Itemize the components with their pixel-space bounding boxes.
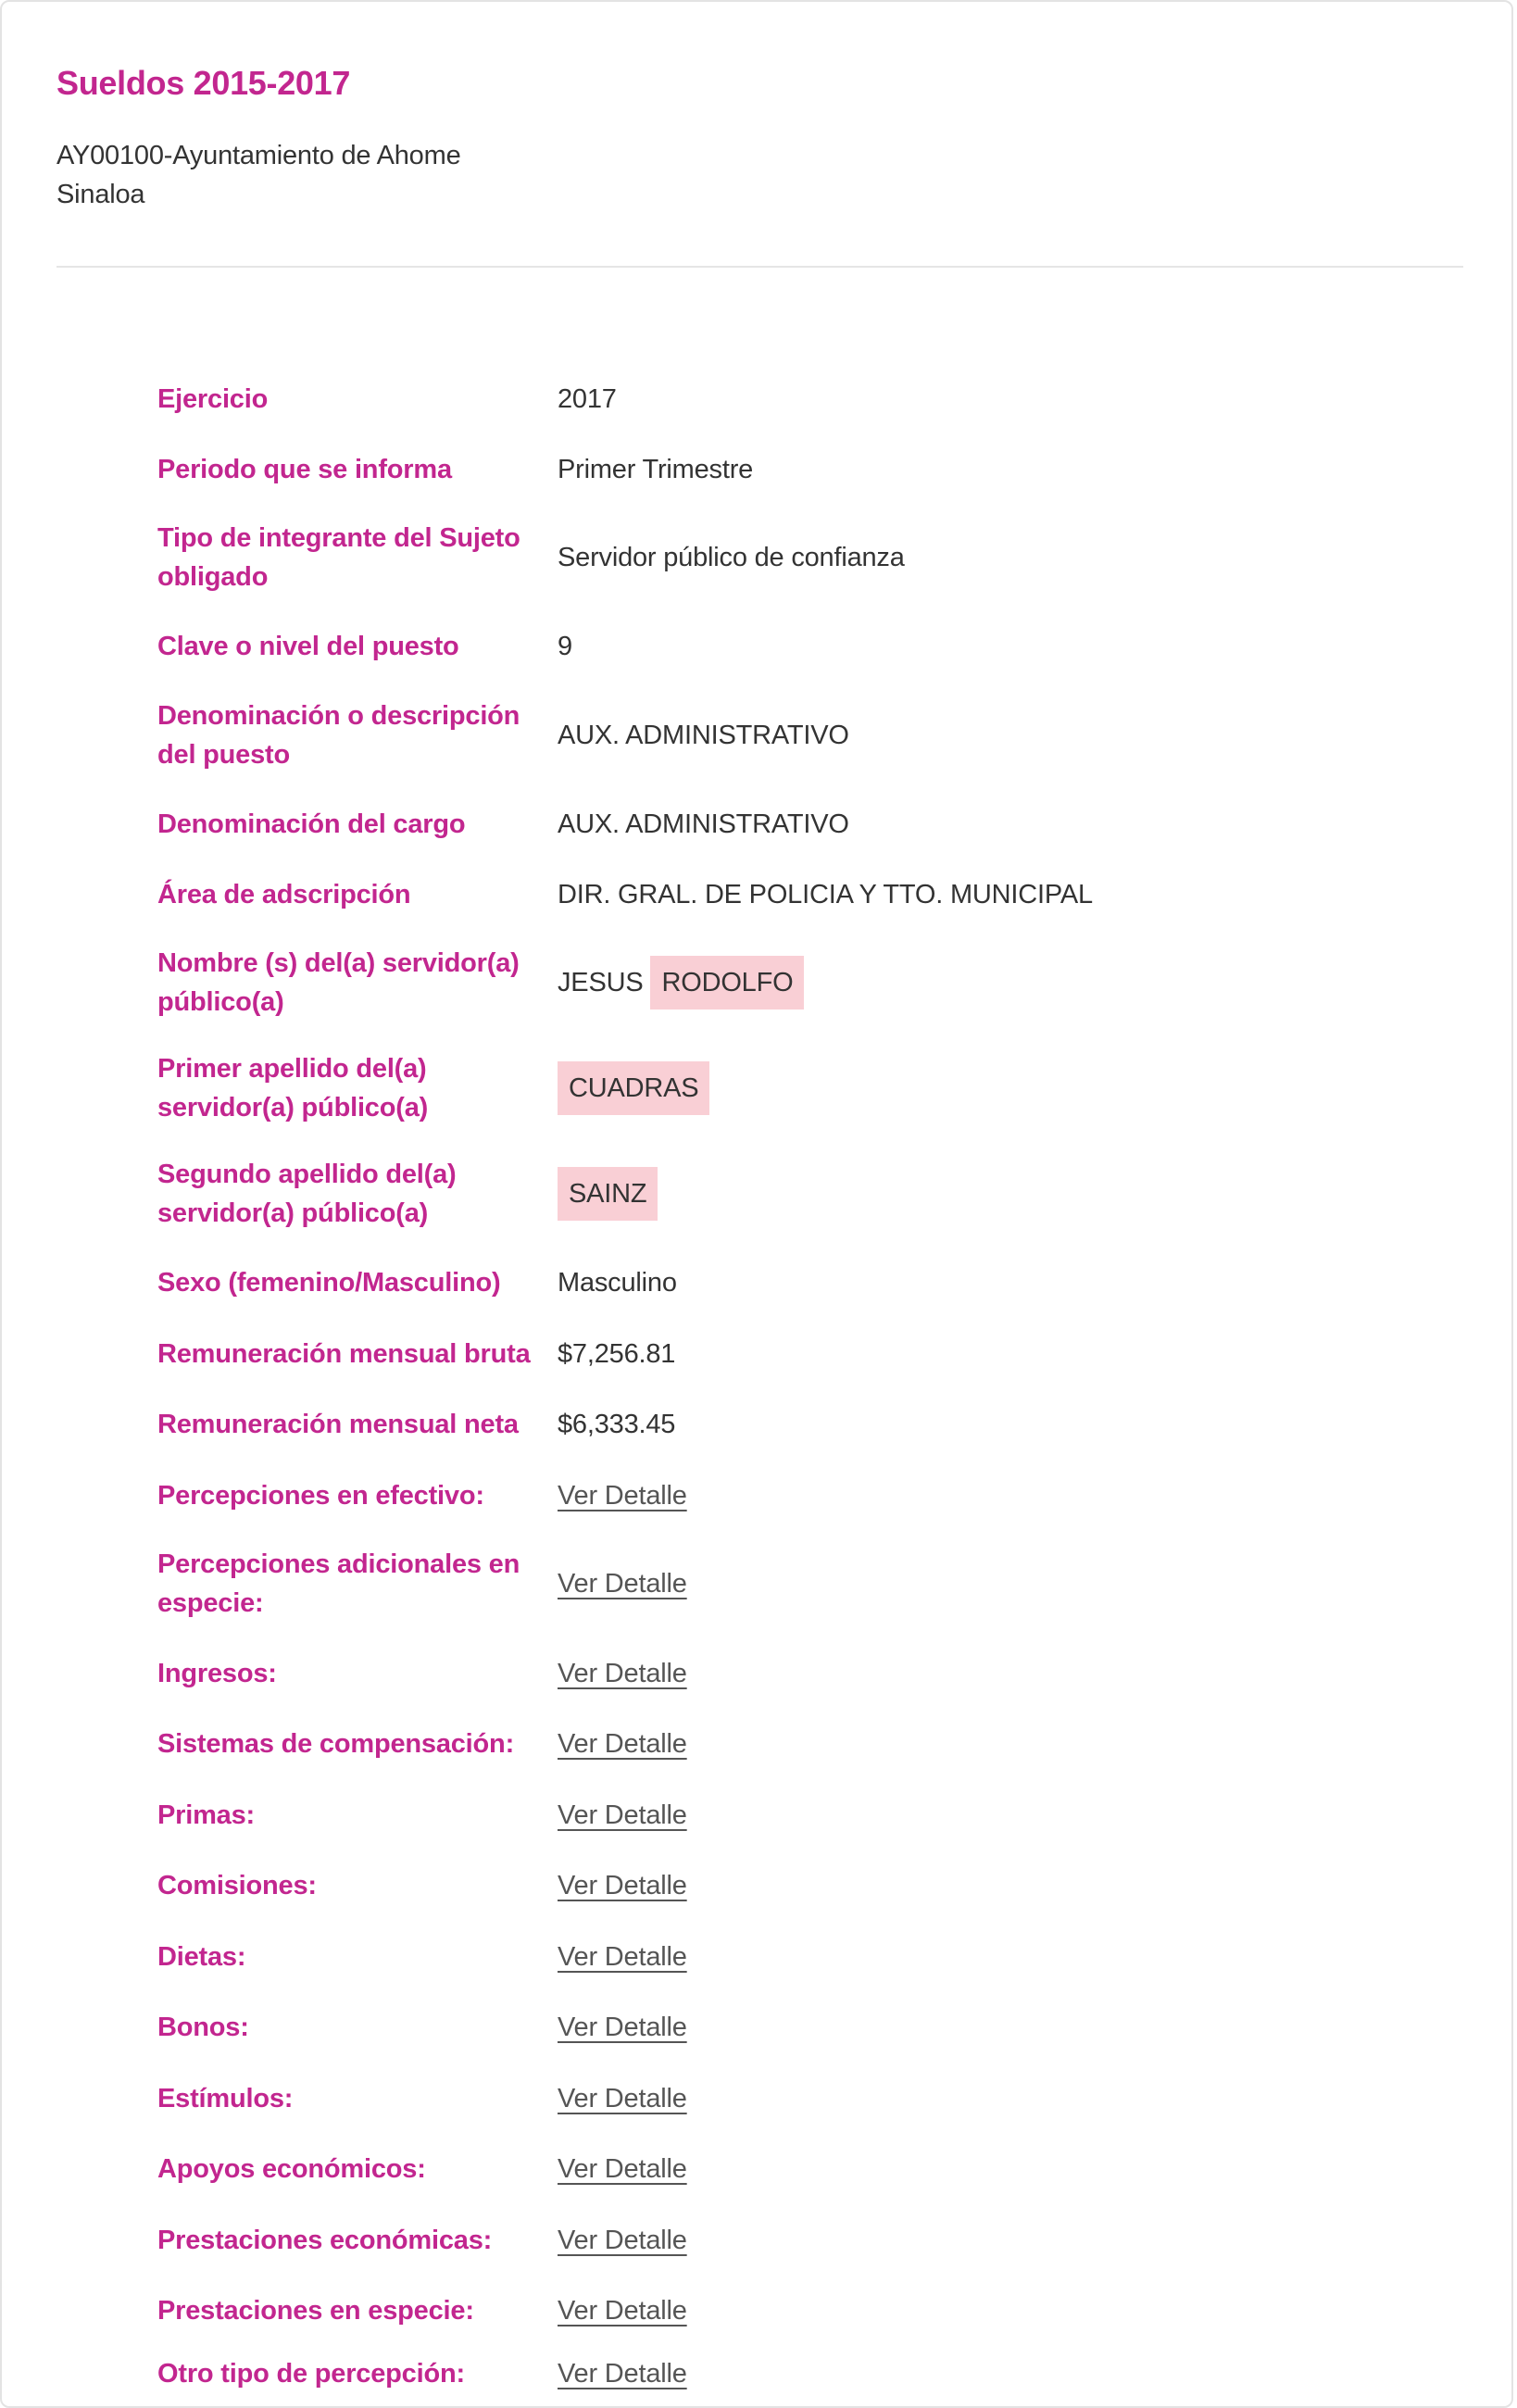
row-estimulos	[157, 2079, 1454, 2118]
field-value: DIR. GRAL. DE POLICIA Y TTO. MUNICIPAL	[558, 880, 1093, 909]
page-title: Sueldos 2015-2017	[56, 64, 351, 102]
label-line: Percepciones adicionales en	[157, 1549, 520, 1579]
row-sistemas-compensacion	[157, 1724, 1454, 1763]
label-line: servidor(a) público(a)	[157, 1093, 429, 1122]
field-value: Servidor público de confianza	[558, 543, 905, 572]
name-highlight: RODOLFO	[650, 956, 804, 1010]
row-dietas	[157, 1938, 1454, 1976]
label-line: del puesto	[157, 740, 291, 770]
label-line: Denominación o descripción	[157, 701, 520, 731]
field-value	[558, 1061, 709, 1115]
field-value: AUX. ADMINISTRATIVO	[558, 721, 849, 750]
field-value: $7,256.81	[558, 1339, 676, 1369]
ver-detalle-link[interactable]: Ver Detalle	[558, 2154, 687, 2184]
field-label: Apoyos económicos:	[157, 2154, 426, 2184]
label-line: Tipo de integrante del Sujeto	[157, 523, 520, 553]
field-label: Ingresos:	[157, 1659, 277, 1688]
row-primas	[157, 1796, 1454, 1835]
field-label: Otro tipo de percepción:	[157, 2359, 465, 2389]
field-label: Dietas:	[157, 1942, 246, 1972]
row-clave-nivel	[157, 627, 1454, 666]
entity-info	[56, 136, 461, 214]
field-label: Clave o nivel del puesto	[157, 632, 459, 661]
field-label	[157, 1545, 558, 1623]
field-value: Primer Trimestre	[558, 455, 754, 484]
field-label: Estímulos:	[157, 2084, 294, 2113]
row-periodo	[157, 450, 1454, 489]
ver-detalle-link[interactable]: Ver Detalle	[558, 1729, 687, 1759]
name-plain: JESUS	[558, 968, 644, 997]
label-line: obligado	[157, 562, 269, 592]
row-comisiones	[157, 1866, 1454, 1905]
row-segundo-apellido	[157, 1155, 1454, 1233]
surname-highlight: SAINZ	[558, 1167, 658, 1221]
row-denominacion-cargo	[157, 805, 1454, 844]
row-primer-apellido	[157, 1049, 1454, 1127]
row-percepciones-efectivo	[157, 1476, 1454, 1515]
row-remuneracion-neta	[157, 1405, 1454, 1444]
field-label	[157, 519, 558, 596]
field-label	[157, 1049, 558, 1127]
field-label	[157, 1155, 558, 1233]
ver-detalle-link[interactable]: Ver Detalle	[558, 1942, 687, 1972]
field-value: 9	[558, 632, 572, 661]
label-line: Nombre (s) del(a) servidor(a)	[157, 948, 520, 978]
row-otro-tipo-percepcion	[157, 2354, 1454, 2393]
row-ejercicio	[157, 380, 1454, 419]
label-line: Segundo apellido del(a)	[157, 1160, 457, 1189]
field-label: Prestaciones económicas:	[157, 2226, 493, 2255]
field-value: 2017	[558, 384, 617, 414]
ver-detalle-link[interactable]: Ver Detalle	[558, 1569, 687, 1599]
row-percepciones-especie	[157, 1545, 1454, 1623]
field-label: Ejercicio	[157, 384, 269, 414]
field-label: Percepciones en efectivo:	[157, 1481, 484, 1511]
entity-name: AY00100-Ayuntamiento de Ahome	[56, 141, 461, 170]
field-label: Sistemas de compensación:	[157, 1729, 515, 1759]
row-prestaciones-especie	[157, 2291, 1454, 2330]
row-bonos	[157, 2008, 1454, 2047]
header-divider	[56, 266, 1463, 268]
field-label: Periodo que se informa	[157, 455, 452, 484]
ver-detalle-link[interactable]: Ver Detalle	[558, 2013, 687, 2042]
field-value: $6,333.45	[558, 1410, 676, 1439]
field-value	[558, 1167, 658, 1221]
label-line: público(a)	[157, 987, 284, 1017]
field-label: Primas:	[157, 1800, 255, 1830]
row-apoyos-economicos	[157, 2150, 1454, 2189]
field-label: Bonos:	[157, 2013, 249, 2042]
field-label: Sexo (femenino/Masculino)	[157, 1268, 501, 1298]
row-prestaciones-economicas	[157, 2221, 1454, 2260]
ver-detalle-link[interactable]: Ver Detalle	[558, 2226, 687, 2255]
field-label: Remuneración mensual bruta	[157, 1339, 531, 1369]
field-label: Área de adscripción	[157, 880, 411, 909]
surname-highlight: CUADRAS	[558, 1061, 709, 1115]
field-label: Comisiones:	[157, 1871, 317, 1900]
field-label: Denominación del cargo	[157, 809, 466, 839]
row-remuneracion-bruta	[157, 1335, 1454, 1373]
ver-detalle-link[interactable]: Ver Detalle	[558, 2296, 687, 2326]
field-label	[157, 944, 558, 1022]
label-line: Primer apellido del(a)	[157, 1054, 427, 1084]
label-line: especie:	[157, 1588, 264, 1618]
row-nombre	[157, 944, 1454, 1022]
ver-detalle-link[interactable]: Ver Detalle	[558, 2084, 687, 2113]
entity-state: Sinaloa	[56, 180, 145, 209]
ver-detalle-link[interactable]: Ver Detalle	[558, 1800, 687, 1830]
field-value: AUX. ADMINISTRATIVO	[558, 809, 849, 839]
field-value: Masculino	[558, 1268, 677, 1298]
row-ingresos	[157, 1654, 1454, 1693]
row-sexo	[157, 1263, 1454, 1302]
row-tipo-integrante	[157, 519, 1454, 596]
field-value	[558, 956, 804, 1010]
row-area	[157, 875, 1454, 914]
ver-detalle-link[interactable]: Ver Detalle	[558, 2359, 687, 2389]
ver-detalle-link[interactable]: Ver Detalle	[558, 1481, 687, 1511]
field-label: Prestaciones en especie:	[157, 2296, 474, 2326]
row-denominacion-puesto	[157, 696, 1454, 774]
field-label	[157, 696, 558, 774]
label-line: servidor(a) público(a)	[157, 1198, 429, 1228]
ver-detalle-link[interactable]: Ver Detalle	[558, 1871, 687, 1900]
field-label: Remuneración mensual neta	[157, 1410, 519, 1439]
ver-detalle-link[interactable]: Ver Detalle	[558, 1659, 687, 1688]
